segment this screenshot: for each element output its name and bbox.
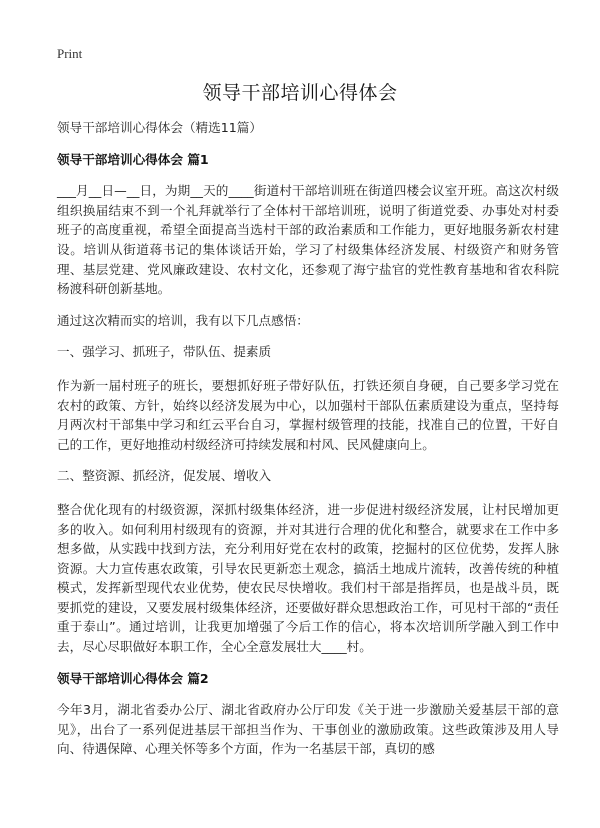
paragraph-intro: ___月__日—__日，为期__天的____街道村干部培训班在街道四楼会议室开班。高这次村级组织换届结束不到一个礼拜就举行了全体村干部培训班，说明了街道党委、办事处对村委班子的高度重视，希望全面提高当选村干部的政治素质和工作能力，更好地服务新农村建设。培训从街道蒋书记的集体谈话开始，学习了村级集体经济发展、村级资产和财务管理、基层党建、党风廉政建设、农村文化，还参观了海宁盐官的党性教育基地和省农科院杨渡科研创新基地。 xyxy=(57,183,559,297)
page-title: 领导干部培训心得体会 xyxy=(202,82,398,104)
document-subtitle: 领导干部培训心得体会（精选11篇） xyxy=(57,120,262,135)
section-heading-part1: 领导干部培训心得体会 篇1 xyxy=(57,151,209,167)
paragraph-subsection-2: 整合优化现有的村级资源，深抓村级集体经济，进一步促进村级经济发展，让村民增加更多的收入。如何利用村级现有的资源，并对其进行合理的优化和整合，就要求在工作中多想多做，从实践中找到方法，充分利用好党在农村的政策，挖掘村的区位优势，发挥人脉资源。大力宣传惠农政策，引导农民更新恋土观念，搞活土地成片流转，改善传统的种植模式，发挥新型现代农业优势，使农民尽快增收。我们村干部是指挥员，也是战斗员，既要抓党的建设，又要发展村级集体经济，还要做好群众思想政治工作，可见村干部的“责任重于泰山”。通过培训，让我更加增强了今后工作的信心，将本次培训所学融入到工作中去，尽心尽职做好本职工作，全心全意发展壮大____村。 xyxy=(57,501,559,655)
section-heading-part2: 领导干部培训心得体会 篇2 xyxy=(57,670,209,686)
subsection-heading-1: 一、强学习、抓班子，带队伍、提素质 xyxy=(57,344,272,360)
paragraph-part2-intro: 今年3月，湖北省委办公厅、湖北省政府办公厅印发《关于进一步激励关爱基层干部的意见》，出台了一系列促进基层干部担当作为、干事创业的激励政策。这些政策涉及用人导向、待遇保障、心理关怀等多个方面，作为一名基层干部，真切的感 xyxy=(57,702,559,757)
document-body xyxy=(57,118,559,771)
paragraph-insights-lead: 通过这次精而实的培训，我有以下几点感悟： xyxy=(57,312,309,328)
subsection-heading-2: 二、整资源、抓经济，促发展、增收入 xyxy=(57,468,272,484)
paragraph-subsection-1: 作为新一届村班子的班长，要想抓好班子带好队伍，打铁还须自身硬，自己要多学习党在农村的政策、方针，始终以经济发展为中心，以加强村干部队伍素质建设为重点，坚持每月两次村干部集中学习和红云平台自习，掌握村级管理的技能，找准自己的位置，干好自己的工作，更好地推动村级经济可持续发展和村风、民风健康向上。 xyxy=(57,377,559,452)
print-label: Print xyxy=(57,46,83,61)
